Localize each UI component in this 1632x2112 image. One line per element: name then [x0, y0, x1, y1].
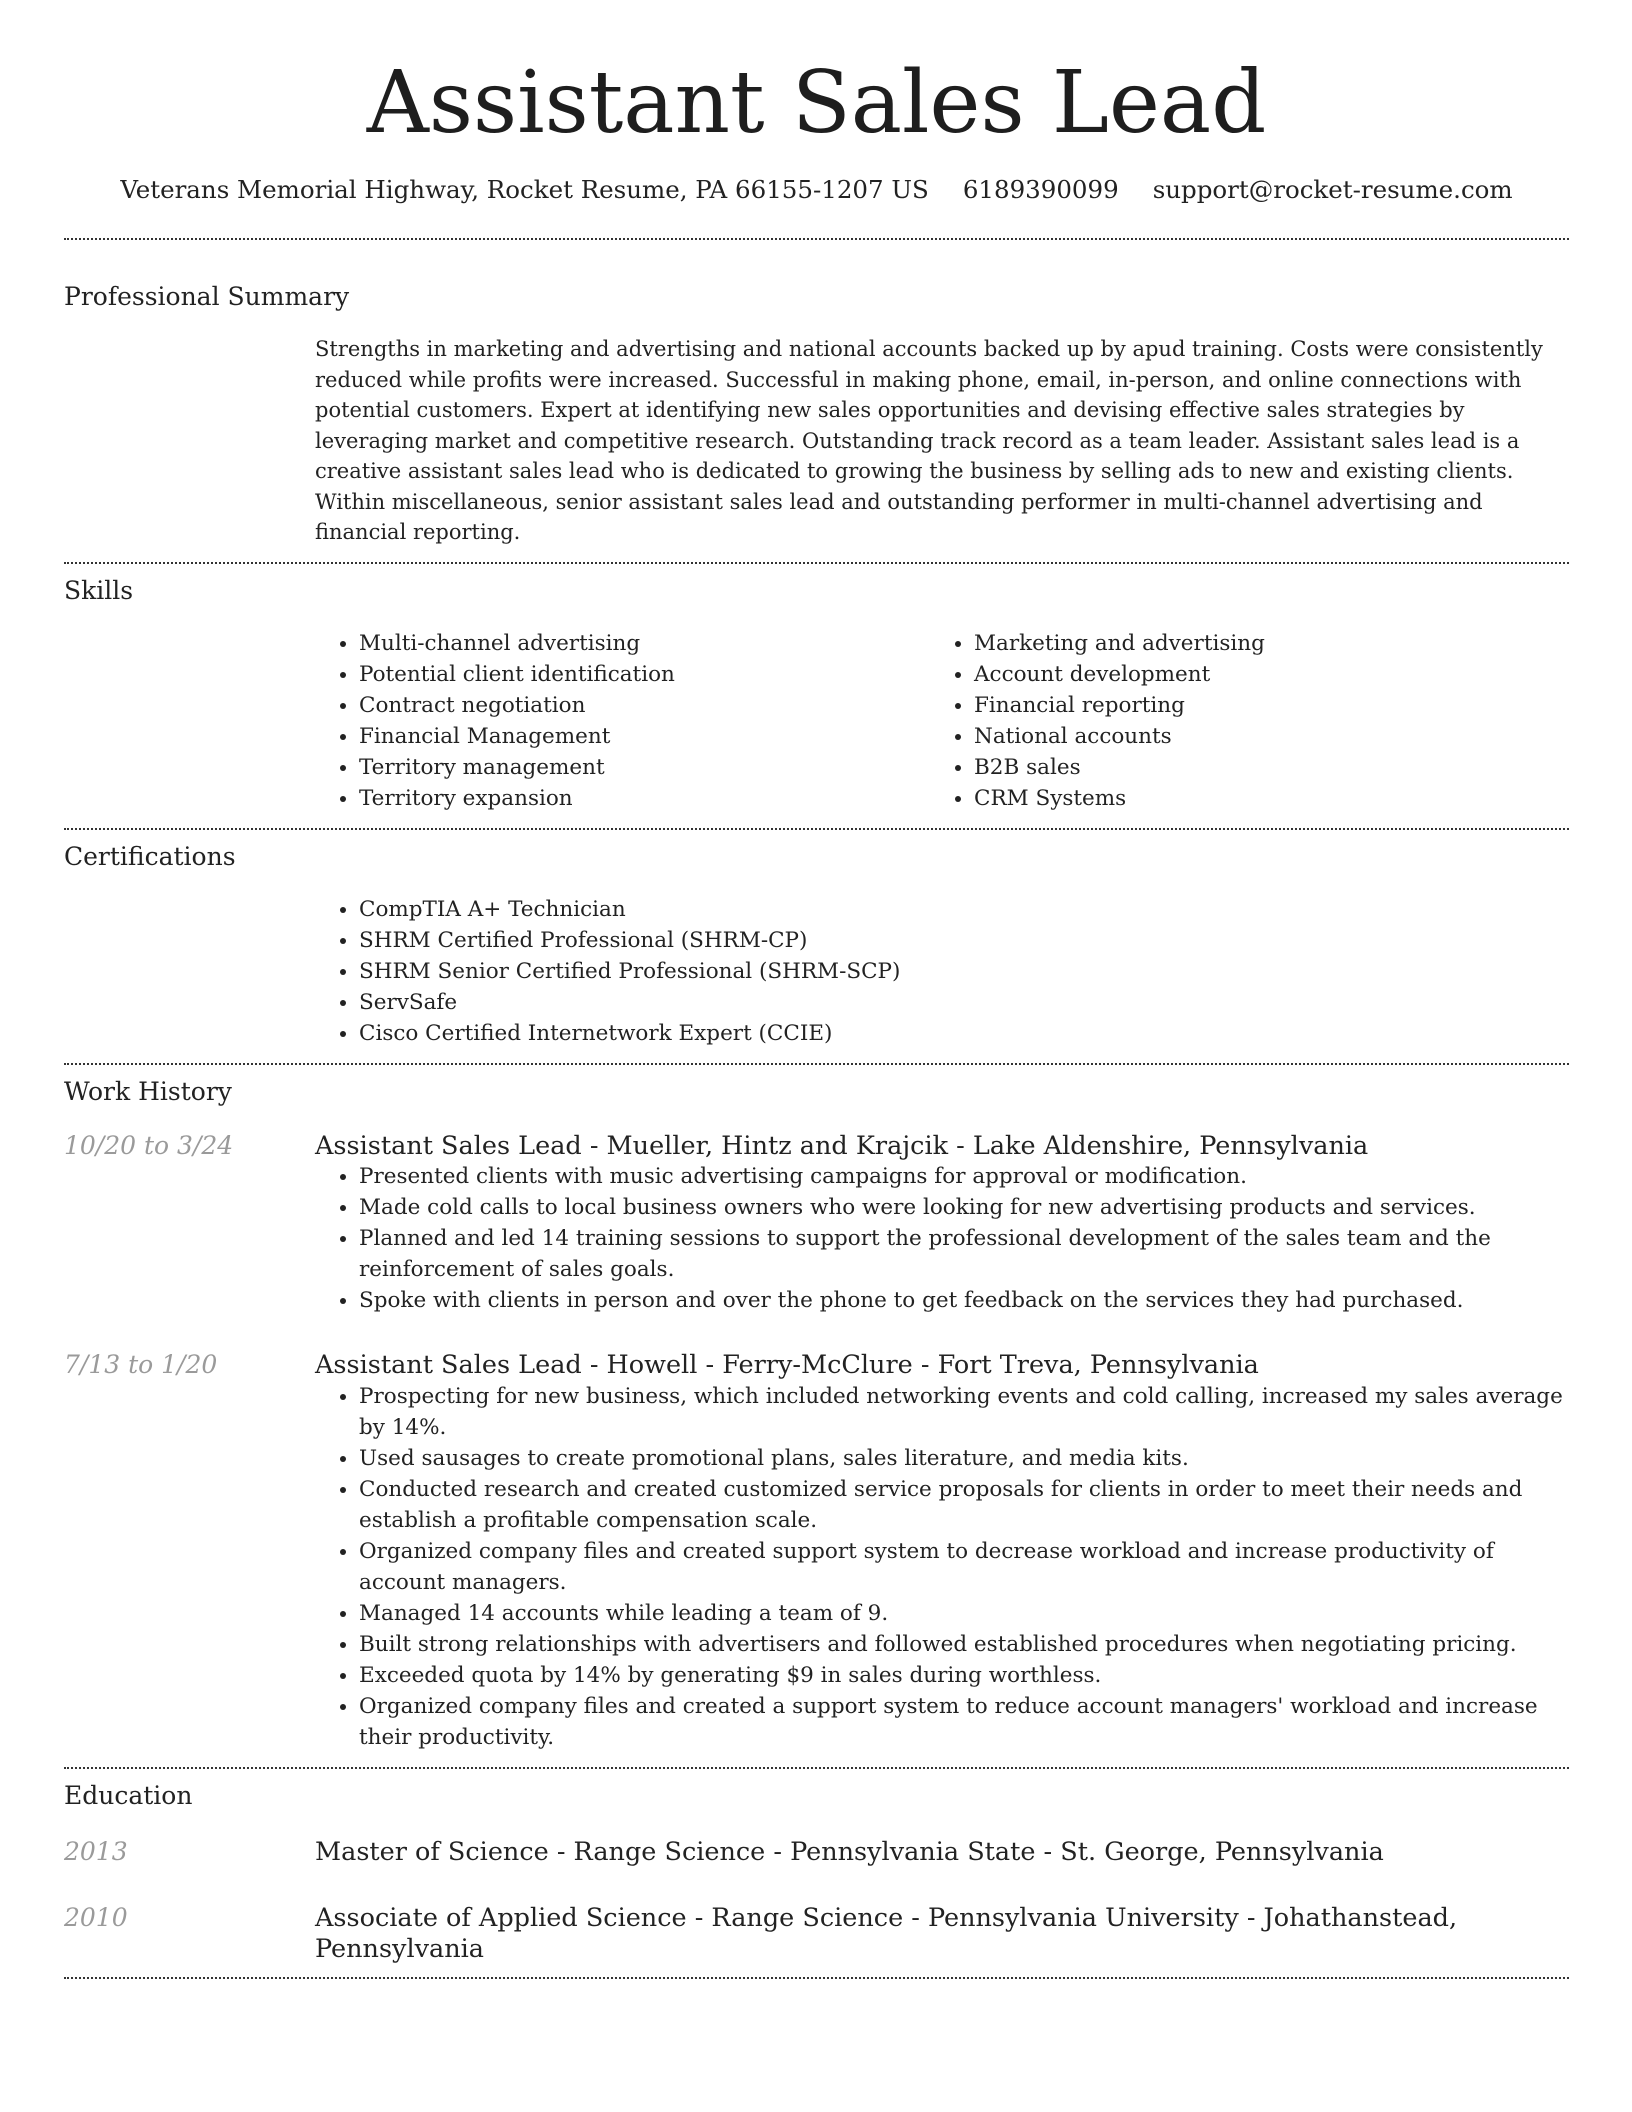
certification-item: • CompTIA A+ Technician: [359, 894, 1569, 925]
education-degree: Master of Science - Range Science - Pennsylvania State - St. George, Pennsylvania: [315, 1836, 1384, 1867]
skill-item: • Potential client identification: [359, 659, 974, 690]
certifications-list: [315, 894, 1569, 1049]
job-bullets: [315, 1381, 1569, 1753]
resume-header: [64, 0, 1569, 204]
skill-item: • B2B sales: [974, 752, 1589, 783]
skill-item: • Financial Management: [359, 721, 974, 752]
skill-item: • Contract negotiation: [359, 690, 974, 721]
job-bullet: • Planned and led 14 training sessions to support the professional development of the sales team and the reinforcement of sales goals.: [359, 1223, 1569, 1285]
job-bullets: [315, 1161, 1569, 1316]
divider: [64, 1977, 1569, 1979]
section-title-work: Work History: [64, 1076, 232, 1106]
certification-item: • Cisco Certified Internetwork Expert (CCIE): [359, 1018, 1569, 1049]
education-year: 2010: [64, 1903, 128, 1933]
skill-item: • Territory management: [359, 752, 974, 783]
job-entry: [64, 1350, 1569, 1753]
certification-item: • SHRM Senior Certified Professional (SHRM-SCP): [359, 956, 1569, 987]
certification-item: • ServSafe: [359, 987, 1569, 1018]
email-text: support@rocket-resume.com: [1152, 175, 1513, 205]
job-bullet: • Exceeded quota by 14% by generating $9 in sales during worthless.: [359, 1660, 1569, 1691]
skill-item: • National accounts: [974, 721, 1589, 752]
education-section: [64, 1769, 1569, 1965]
resume-page: [64, 0, 1569, 1979]
certifications-section: [64, 830, 1569, 1049]
job-bullet: • Prospecting for new business, which included networking events and cold calling, increased my sales average by 14%.: [359, 1381, 1569, 1443]
section-title-education: Education: [64, 1780, 193, 1810]
certification-item: • SHRM Certified Professional (SHRM-CP): [359, 925, 1569, 956]
job-bullet: • Built strong relationships with advertisers and followed established procedures when negotiating pricing.: [359, 1629, 1569, 1660]
job-entry: [64, 1131, 1569, 1317]
section-title-certifications: Certifications: [64, 841, 236, 871]
summary-text: Strengths in marketing and advertising and national accounts backed up by apud training. Costs were consistently reduced while profits were increased. Successful in making phone, email, in-person, and online connections with potential customers. Expert at identifying new sales opportunities and devising effective sales strategies by leveraging market and competitive research. Outstanding track record as a team leader. Assistant sales lead is a creative assistant sales lead who is dedicated to growing the business by selling ads to new and existing clients. Within miscellaneous, senior assistant sales lead and outstanding performer in multi-channel advertising and financial reporting.: [315, 337, 1543, 545]
skills-list-left: [315, 628, 974, 814]
skill-item: • Marketing and advertising: [974, 628, 1589, 659]
job-bullet: • Spoke with clients in person and over the phone to get feedback on the services they had purchased.: [359, 1285, 1569, 1316]
job-dates: 7/13 to 1/20: [64, 1350, 218, 1380]
summary-section: [64, 240, 1569, 548]
section-title-summary: Professional Summary: [64, 282, 350, 312]
skill-item: • Account development: [974, 659, 1589, 690]
job-bullet: • Conducted research and created customized service proposals for clients in order to meet their needs and establish a profitable compensation scale.: [359, 1474, 1569, 1536]
job-bullet: • Organized company files and created support system to decrease workload and increase productivity of account managers.: [359, 1536, 1569, 1598]
education-entry: [64, 1903, 1569, 1964]
skill-item: • Multi-channel advertising: [359, 628, 974, 659]
job-bullet: • Used sausages to create promotional plans, sales literature, and media kits.: [359, 1443, 1569, 1474]
job-heading: Assistant Sales Lead - Howell - Ferry-McClure - Fort Treva, Pennsylvania: [315, 1350, 1259, 1381]
job-bullet: • Organized company files and created a support system to reduce account managers' workload and increase their productivity.: [359, 1691, 1569, 1753]
job-bullet: • Managed 14 accounts while leading a team of 9.: [359, 1598, 1569, 1629]
section-title-skills: Skills: [64, 575, 134, 605]
skill-item: • Territory expansion: [359, 783, 974, 814]
education-year: 2013: [64, 1836, 128, 1866]
job-bullet: • Presented clients with music advertising campaigns for approval or modification.: [359, 1161, 1569, 1192]
skills-list-right: [974, 628, 1589, 814]
skill-item: • Financial reporting: [974, 690, 1589, 721]
phone-text: 6189390099: [962, 175, 1119, 205]
candidate-name: Assistant Sales Lead: [366, 53, 1267, 153]
skill-item: • CRM Systems: [974, 783, 1589, 814]
work-history-section: [64, 1065, 1569, 1753]
skills-section: [64, 564, 1569, 814]
education-degree: Associate of Applied Science - Range Science - Pennsylvania University - Johathanstead, Pennsylvania: [315, 1903, 1458, 1965]
address-text: Veterans Memorial Highway, Rocket Resume, PA 66155-1207 US: [120, 175, 929, 205]
job-heading: Assistant Sales Lead - Mueller, Hintz and Krajcik - Lake Aldenshire, Pennsylvania: [315, 1130, 1369, 1161]
education-entry: [64, 1837, 1569, 1868]
job-dates: 10/20 to 3/24: [64, 1130, 234, 1160]
job-bullet: • Made cold calls to local business owners who were looking for new advertising products and services.: [359, 1192, 1569, 1223]
contact-line: [64, 175, 1569, 204]
